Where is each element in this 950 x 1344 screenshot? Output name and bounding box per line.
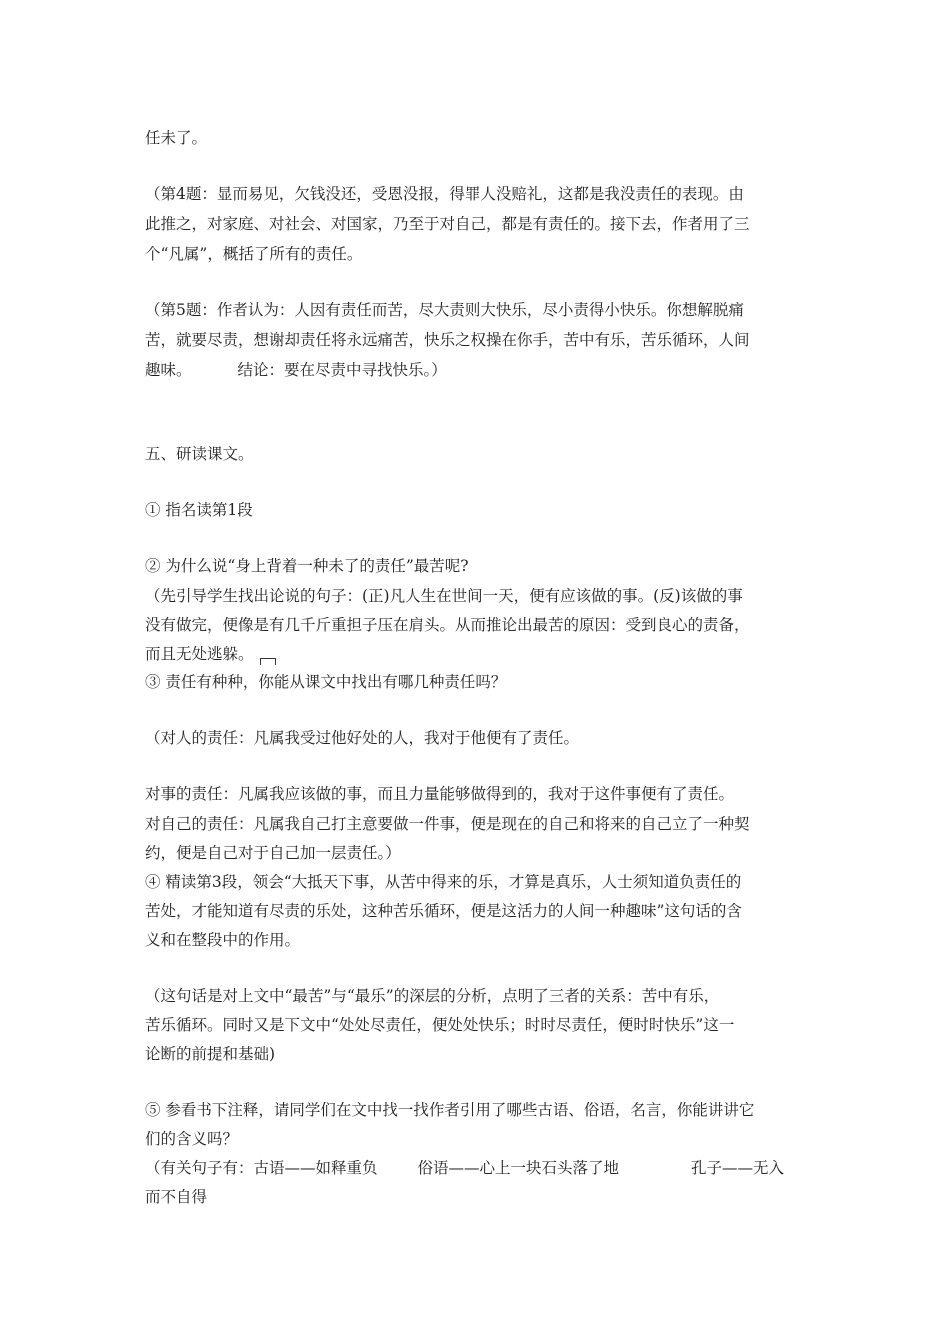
text-line bbox=[145, 1158, 810, 1178]
text-segment: 趣味。 bbox=[145, 361, 192, 379]
text-line: ① 指名读第1段 bbox=[145, 501, 253, 519]
text-line: 苦乐循环。同时又是下文中“处处尽责任，便处处快乐；时时尽责任，便时时快乐”这一 bbox=[145, 1016, 735, 1034]
text-line: ④ 精读第3段，领会“大抵天下事，从苦中得来的乐，才算是真乐，人士须知道负责任的 bbox=[145, 873, 742, 891]
text-line: 没有做完，便像是有几千斤重担子压在肩头。从而推论出最苦的原因：受到良心的责备， bbox=[145, 616, 750, 634]
text-segment: 俗语——心上一块石头落了地 bbox=[417, 1159, 620, 1177]
text-line: 论断的前提和基础) bbox=[145, 1045, 276, 1063]
text-line: 此推之，对家庭、对社会、对国家，乃至于对自己，都是有责任的。接下去，作者用了三 bbox=[145, 215, 750, 233]
section-heading: 五、研读课文。 bbox=[145, 445, 254, 463]
text-line bbox=[145, 360, 810, 380]
text-line: 而不自得 bbox=[145, 1188, 208, 1206]
text-line: 苦处，才能知道有尽责的乐处，这种苦乐循环，便是这活力的人间一种趣味”这句话的含 bbox=[145, 902, 742, 920]
text-line: 个“凡属”，概括了所有的责任。 bbox=[145, 245, 363, 263]
text-line: （先引导学生找出论说的句子：(正)凡人生在世间一天，便有应该做的事。(反)该做的事 bbox=[145, 587, 743, 605]
text-line: （第5题：作者认为：人因有责任而苦，尽大责则大快乐，尽小责得小快乐。你想解脱痛 bbox=[145, 301, 744, 319]
text-line: 苦，就要尽责，想谢却责任将永远痛苦，快乐之权操在你手，苦中有乐，苦乐循环，人间 bbox=[145, 331, 750, 349]
text-line: （对人的责任：凡属我受过他好处的人，我对于他便有了责任。 bbox=[145, 729, 580, 747]
text-line: 对自己的责任：凡属我自己打主意要做一件事，便是现在的自己和将来的自己立了一种契 bbox=[145, 815, 750, 833]
text-segment: 结论：要在尽责中寻找快乐。） bbox=[237, 361, 447, 379]
text-line: ② 为什么说“身上背着一种未了的责任”最苦呢? bbox=[145, 557, 469, 575]
text-line: 义和在整段中的作用。 bbox=[145, 931, 301, 949]
text-line bbox=[145, 644, 810, 665]
text-line: 对事的责任：凡属我应该做的事，而且力量能够做得到的，我对于这件事便有了责任。 bbox=[145, 785, 735, 803]
text-line: 任未了。 bbox=[145, 129, 208, 147]
bracket-mark-icon bbox=[260, 658, 276, 665]
text-line: （第4题：显而易见，欠钱没还，受恩没报，得罪人没赔礼，这都是我没责任的表现。由 bbox=[145, 185, 744, 203]
text-line: ⑤ 参看书下注释，请同学们在文中找一找作者引用了哪些古语、俗语，名言，你能讲讲它 bbox=[145, 1101, 755, 1119]
text-segment: 而且无处逃躲。 bbox=[145, 645, 254, 663]
text-line: ③ 责任有种种，你能从课文中找出有哪几种责任吗？ bbox=[145, 673, 507, 691]
text-line: 约，便是自己对于自己加一层责任。） bbox=[145, 844, 401, 862]
text-segment: 孔子——无入 bbox=[691, 1159, 785, 1177]
text-line: 们的含义吗？ bbox=[145, 1130, 239, 1148]
text-line: （这句话是对上文中“最苦”与“最乐”的深层的分析，点明了三者的关系：苦中有乐， bbox=[145, 987, 720, 1005]
text-segment: （有关句子有：古语——如释重负 bbox=[145, 1159, 378, 1177]
